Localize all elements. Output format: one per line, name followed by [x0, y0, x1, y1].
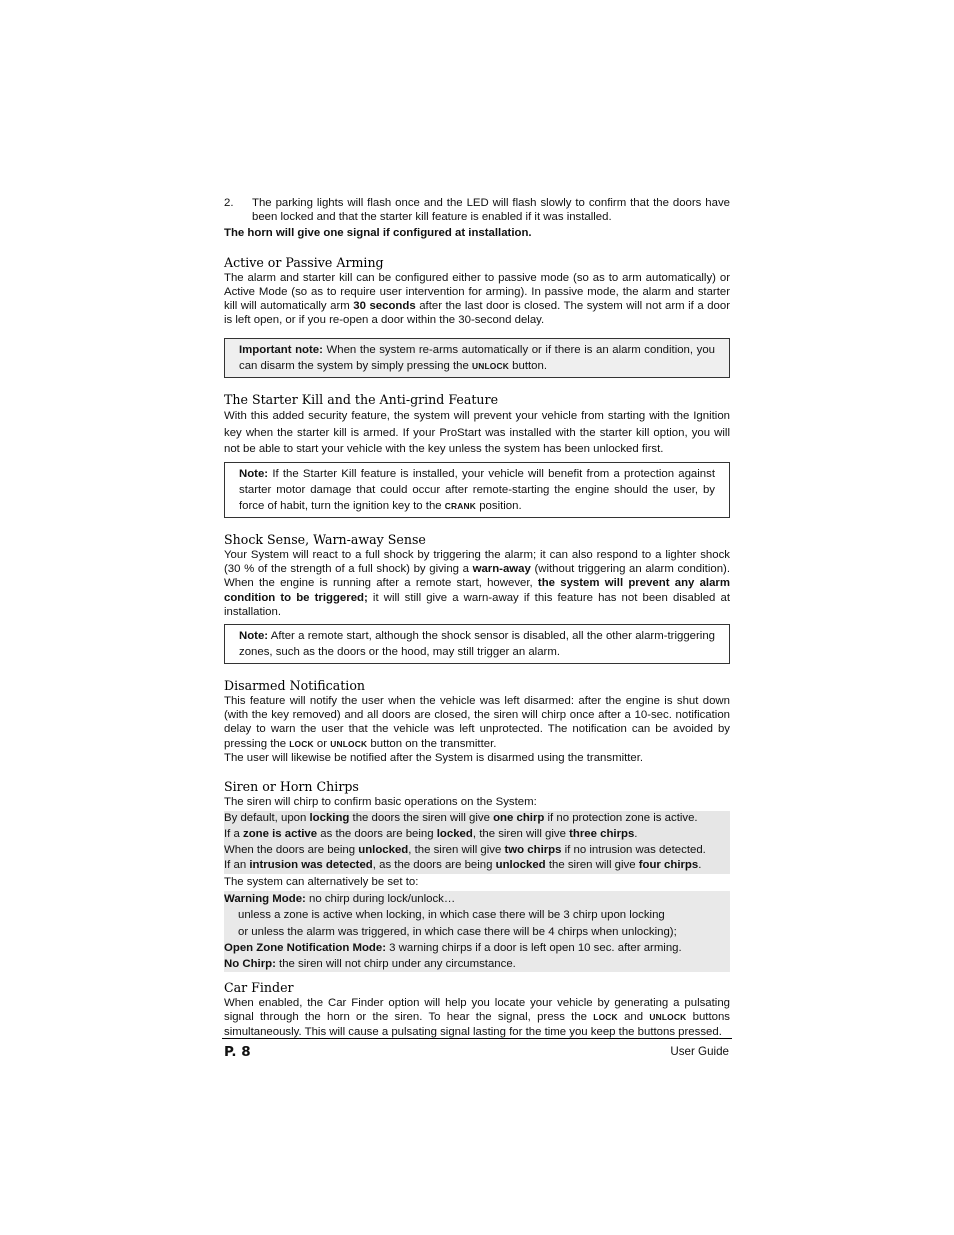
- no-chirp-row: [224, 956, 730, 972]
- page-footer: [222, 1038, 732, 1060]
- heading-siren-chirps: Siren or Horn Chirps: [224, 778, 359, 794]
- text-run: the siren will not chirp under any circumstance.: [275, 957, 516, 970]
- text-run: no chirp during lock/unlock…: [305, 893, 456, 906]
- mode-label: No Chirp:: [224, 957, 276, 970]
- starter-kill-paragraph: With this added security feature, the system will prevent your vehicle from starting with the Ignition key when the starter kill is armed. If your ProStart was installed with the starter kill option, you will not be able to start your vehicle with the key unless the system has been unlocked first.: [224, 410, 730, 456]
- bold-run: four chirps: [638, 859, 699, 872]
- text-run: button on the transmitter.: [367, 737, 497, 750]
- chirp-row: [224, 811, 730, 827]
- warning-mode-detail: or unless the alarm was triggered, in which case there will be 4 chirps when unlocking);: [238, 925, 677, 938]
- text-run: , as the doors are being: [372, 859, 496, 872]
- text-run: When enabled, the Car Finder option will help you locate your vehicle by generating a pulsating signal through the horn or the siren. To hear the signal, press the: [224, 997, 730, 1024]
- bold-run: unlocked: [495, 859, 546, 872]
- text-run: position.: [476, 499, 522, 512]
- unlock-key-label: UNLOCK: [649, 1012, 687, 1023]
- text-run: If an: [224, 859, 250, 872]
- lock-key-label: LOCK: [593, 1012, 618, 1023]
- car-finder-paragraph: [224, 996, 730, 1039]
- important-note-box: [224, 338, 730, 378]
- text-run: after the last door is closed. The system will not arm if a door is left open, or if you re-open a door within the 30-second delay.: [224, 300, 730, 327]
- text-run: When the doors are being: [224, 843, 359, 856]
- disarmed-paragraph: [224, 694, 730, 751]
- text-run: the siren will give: [545, 859, 639, 872]
- text-run: if no intrusion was detected.: [561, 843, 706, 856]
- bold-run: unlocked: [358, 843, 409, 856]
- heading-car-finder: Car Finder: [224, 980, 294, 996]
- bold-run: one chirp: [493, 812, 545, 825]
- bold-run: two chirps: [504, 843, 562, 856]
- text-run: .: [634, 827, 638, 840]
- heading-shock-sense: Shock Sense, Warn-away Sense: [224, 531, 426, 547]
- heading-active-passive: Active or Passive Arming: [224, 254, 384, 270]
- text-run: button.: [509, 360, 547, 373]
- active-passive-paragraph: [224, 271, 730, 328]
- unlock-key-label: UNLOCK: [330, 738, 368, 749]
- disarmed-paragraph-2: The user will likewise be notified after the System is disarmed using the transmitter.: [224, 751, 644, 764]
- heading-starter-kill: The Starter Kill and the Anti-grind Feature: [224, 392, 499, 408]
- numbered-step: [224, 196, 730, 224]
- mode-label: Warning Mode:: [224, 893, 306, 906]
- text-run: it will still give a warn-away if this feature has not been disabled at installation.: [224, 591, 730, 618]
- open-zone-row: [224, 940, 730, 956]
- text-run: if no protection zone is active.: [544, 812, 698, 825]
- text-run: By default, upon: [224, 812, 310, 825]
- text-run: and: [617, 1011, 650, 1024]
- warning-mode-detail: unless a zone is active when locking, in which case there will be 3 chirp upon locking: [238, 909, 665, 922]
- text-run: .: [698, 859, 702, 872]
- text-run: , the siren will give: [472, 827, 570, 840]
- text-run: as the doors are being: [317, 827, 437, 840]
- shock-paragraph: [224, 548, 730, 619]
- bold-run: three chirps: [569, 827, 635, 840]
- note-label: Note:: [239, 467, 269, 480]
- text-run: buttons simultaneously. This will cause a pulsating signal lasting for the time you keep the buttons pressed.: [224, 1011, 730, 1038]
- bold-run: 30 seconds: [353, 300, 416, 313]
- chirp-row: [224, 843, 730, 859]
- mode-label: Open Zone Notification Mode:: [224, 941, 386, 954]
- starter-kill-note-box: [224, 462, 730, 518]
- text-run: , the siren will give: [408, 843, 505, 856]
- text-run: After a remote start, although the shock sensor is disabled, all the other alarm-triggering zones, such as the doors or the hood, may still trigger an alarm.: [239, 629, 715, 658]
- heading-disarmed-notification: Disarmed Notification: [224, 677, 366, 693]
- bold-run: locked: [436, 827, 473, 840]
- footer-guide-title: User Guide: [670, 1045, 729, 1058]
- siren-intro: The siren will chirp to confirm basic operations on the System:: [224, 795, 537, 808]
- warning-mode-row: [224, 891, 730, 907]
- chirp-row: [224, 827, 730, 843]
- text-run: This feature will notify the user when the vehicle was left disarmed: after the engine is shut down (with the key removed) and all doors are closed, the siren will chirp once after a 10-sec. notification delay to warn the user that the vehicle was left unprotected. The notification can be avoided by pressing the: [224, 694, 730, 750]
- siren-alternative: The system can alternatively be set to:: [224, 875, 419, 888]
- note-label: Important note:: [239, 344, 323, 357]
- shock-note-box: [224, 624, 730, 664]
- chirp-row: [224, 858, 730, 874]
- chirp-modes-block: [224, 891, 730, 972]
- text-run: Your System will react to a full shock by triggering the alarm; it can also respond to a lighter shock (30 % of the strength of a full shock) by giving a: [224, 548, 730, 576]
- chirp-defaults-block: [224, 811, 730, 874]
- bold-run: warn-away: [472, 563, 531, 576]
- text-run: If a: [224, 827, 243, 840]
- unlock-key-label: UNLOCK: [471, 361, 509, 372]
- note-label: Note:: [239, 629, 269, 642]
- lock-key-label: LOCK: [289, 738, 314, 749]
- step-text: The parking lights will flash once and the LED will flash slowly to confirm that the doors have been locked and that the starter kill feature is enabled if it was installed.: [252, 197, 730, 224]
- horn-note: The horn will give one signal if configured at installation.: [224, 227, 532, 240]
- text-run: 3 warning chirps if a door is left open 10 sec. after arming.: [386, 941, 682, 954]
- bold-run: locking: [309, 812, 350, 825]
- text-run: the doors the siren will give: [349, 812, 494, 825]
- text-run: The alarm and starter kill can be configured either to passive mode (so as to arm automatically) or Active Mode (so as to require user intervention for arming). In passive mode, the alarm and starter kill will automatically arm: [224, 271, 730, 313]
- crank-key-label: CRANK: [444, 500, 477, 511]
- step-number: 2.: [224, 197, 234, 209]
- text-run: If the Starter Kill feature is installed, your vehicle will benefit from a protection against starter motor damage that could occur after remote-starting the engine should the user, by force of habit, turn the ignition key to the: [239, 467, 715, 512]
- bold-run: intrusion was detected: [249, 859, 373, 872]
- bold-run: zone is active: [243, 827, 318, 840]
- page-content: [224, 196, 730, 1039]
- page-number: P. 8: [224, 1044, 251, 1060]
- text-run: or: [313, 737, 331, 750]
- text-run: When the system re-arms automatically or if there is an alarm condition, you can disarm the system by simply pressing the: [239, 344, 715, 373]
- bold-run: the system will prevent any alarm condition to be triggered;: [224, 577, 730, 604]
- text-run: (without triggering an alarm condition). When the engine is running after a remote start, however,: [224, 563, 730, 590]
